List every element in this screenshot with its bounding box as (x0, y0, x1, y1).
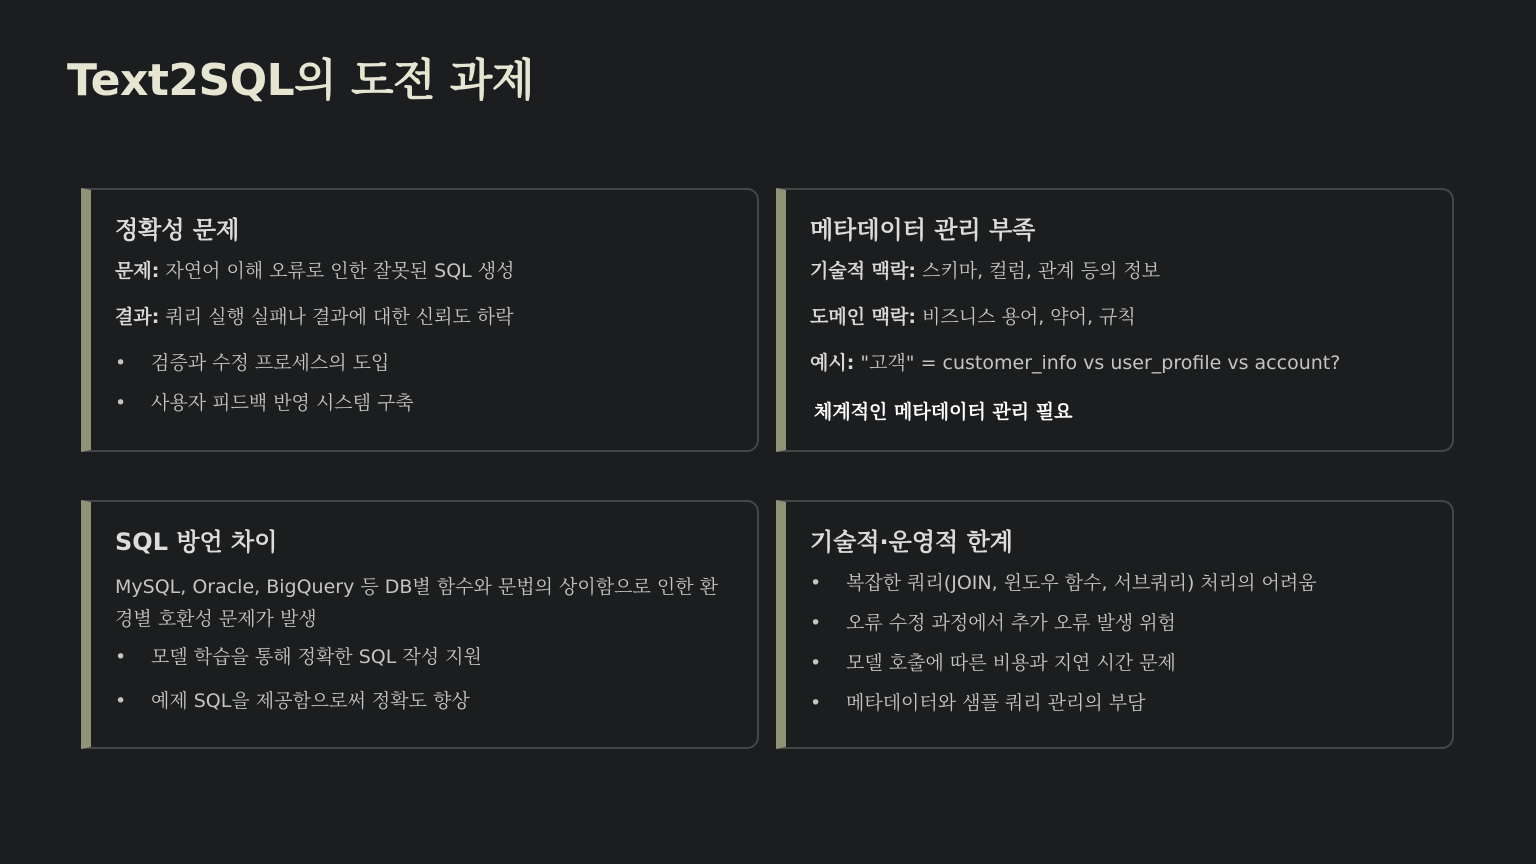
technical-context-text: 스키마, 컬럼, 관계 등의 정보 (915, 260, 1161, 282)
card-accuracy-problem (81, 188, 759, 452)
list-item (115, 391, 733, 415)
list-item (810, 571, 1428, 595)
emphasis-note: 체계적인 메타데이터 관리 필요 (814, 401, 1073, 423)
card-title: 기술적·운영적 한계 (810, 528, 1013, 556)
technical-context-label: 기술적 맥락: (810, 260, 916, 282)
bullet-icon: • (115, 352, 127, 374)
list-item (810, 651, 1428, 675)
domain-context-line (810, 305, 1428, 329)
example-label: 예시: (810, 352, 855, 374)
description-paragraph: MySQL, Oracle, BigQuery 등 DB별 함수와 문법의 상이함으로 인한 환경별 호환성 문제가 발생 (115, 576, 718, 630)
bullet-icon: • (115, 690, 127, 712)
problem-line (115, 259, 733, 283)
bullet-icon: • (810, 652, 822, 674)
list-item (115, 645, 733, 669)
card-technical-limitations (776, 500, 1454, 749)
list-item-text: 메타데이터와 샘플 쿼리 관리의 부담 (846, 692, 1146, 714)
result-text: 쿼리 실행 실패나 결과에 대한 신뢰도 하락 (159, 306, 514, 328)
bullet-icon: • (115, 392, 127, 414)
domain-context-text: 비즈니스 용어, 약어, 규칙 (915, 306, 1136, 328)
bullet-icon: • (810, 692, 822, 714)
list-item-text: 오류 수정 과정에서 추가 오류 발생 위험 (846, 612, 1176, 634)
bullet-icon: • (810, 572, 822, 594)
page-title: Text2SQL의 도전 과제 (67, 55, 534, 106)
list-item-text: 검증과 수정 프로세스의 도입 (151, 352, 390, 374)
list-item-text: 사용자 피드백 반영 시스템 구축 (151, 392, 414, 414)
domain-context-label: 도메인 맥락: (810, 306, 916, 328)
bullet-list (115, 645, 733, 713)
example-text: "고객" = customer_info vs user_profile vs account? (854, 352, 1341, 374)
list-item-text: 모델 호출에 따른 비용과 지연 시간 문제 (846, 652, 1176, 674)
result-line (115, 305, 733, 329)
bullet-list (810, 571, 1428, 715)
list-item (810, 691, 1428, 715)
example-line (810, 351, 1428, 375)
bullet-icon: • (810, 612, 822, 634)
list-item-text: 예제 SQL을 제공함으로써 정확도 향상 (151, 690, 470, 712)
card-sql-dialect (81, 500, 759, 749)
list-item-text: 복잡한 쿼리(JOIN, 윈도우 함수, 서브쿼리) 처리의 어려움 (846, 572, 1317, 594)
card-metadata-management (776, 188, 1454, 452)
problem-text: 자연어 이해 오류로 인한 잘못된 SQL 생성 (159, 260, 515, 282)
bullet-icon: • (115, 646, 127, 668)
technical-context-line (810, 259, 1428, 283)
card-title: 메타데이터 관리 부족 (810, 216, 1036, 244)
list-item-text: 모델 학습을 통해 정확한 SQL 작성 지원 (151, 646, 482, 668)
list-item (810, 611, 1428, 635)
list-item (115, 689, 733, 713)
card-title: SQL 방언 차이 (115, 528, 278, 556)
result-label: 결과: (115, 306, 160, 328)
bullet-list (115, 351, 733, 415)
problem-label: 문제: (115, 260, 160, 282)
list-item (115, 351, 733, 375)
card-title: 정확성 문제 (115, 216, 240, 244)
